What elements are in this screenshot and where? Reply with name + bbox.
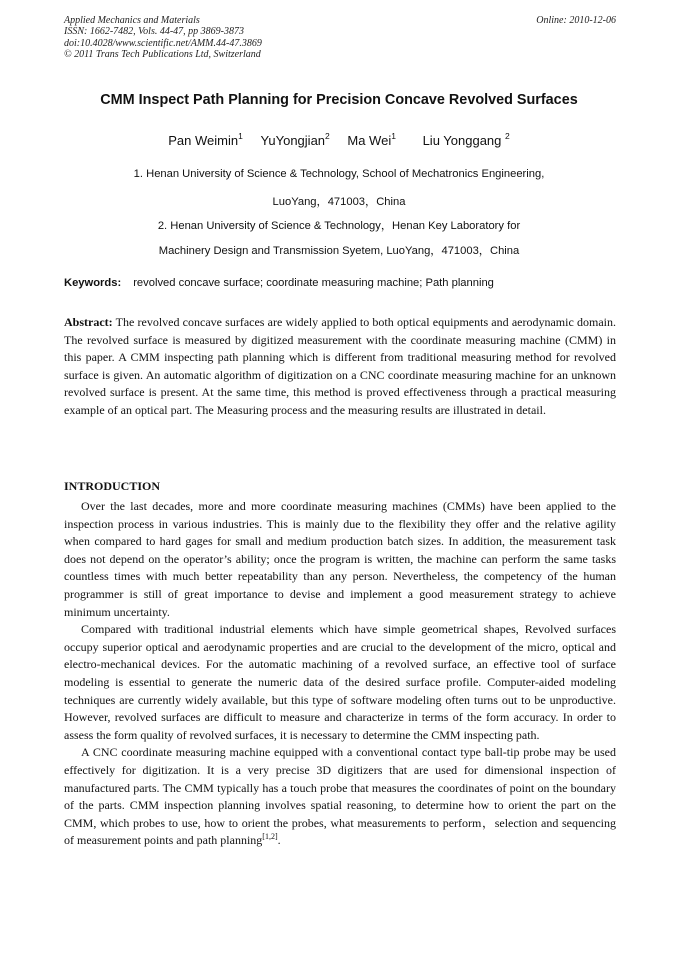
author: Pan Weimin$^1$ bbox=[168, 131, 243, 148]
abstract-text: The revolved concave surfaces are widely applied to both optical equipments and aerodynamic domain. The revolved surface is measured by digitized measurement with the coordinate measuring machine (CMM) in this paper. A CMM inspecting path planning which is different from traditional measuring method for revolved surface is given. An automatic algorithm of digitization on a CNC coordinate measuring machine for an unknown revolved surface is present. At the same time, this method is proved effectiveness through a practical measuring example of an optical part. The Measuring process and the measuring results are illustrated in detail. bbox=[64, 315, 616, 417]
keywords bbox=[64, 277, 494, 289]
author: Liu Yonggang $^2$ bbox=[422, 131, 510, 148]
affiliation-line: LuoYang，471003，China bbox=[272, 196, 406, 208]
doi-line: doi:10.4028/www.scientific.net/AMM.44-47.3869 bbox=[64, 37, 262, 49]
issn-line: ISSN: 1662-7482, Vols. 44-47, pp 3869-3873 bbox=[64, 26, 244, 38]
author: YuYongjian$^2$ bbox=[260, 131, 330, 148]
affiliation-line: Machinery Design and Transmission Syetem, LuoYang，471003，China bbox=[158, 245, 520, 257]
citation-ref: [1,2] bbox=[262, 832, 278, 842]
affiliation-line: 2. Henan University of Science & Technology，Henan Key Laboratory for bbox=[157, 220, 521, 232]
author-list bbox=[0, 131, 678, 148]
paragraph: A CNC coordinate measuring machine equipped with a conventional contact type ball-tip probe may be used effectively for digitization. It is a very precise 3D digitizers that are used for dimensional inspection of manufactured parts. The CMM typically has a touch probe that measures the coordinates of point on the boundary of the parts. CMM inspection planning involves spatial reasoning, to determine how to orient the part on the CMM, which probes to use, how to orient the probes, what measurements to perform，selection and sequencing of measurement points and path planning[1,2]. bbox=[64, 745, 616, 848]
affiliation-line: 1. Henan University of Science & Technology, School of Mechatronics Engineering, bbox=[133, 168, 545, 180]
section-heading: INTRODUCTION bbox=[64, 479, 161, 493]
online-date: Online: 2010-12-06 bbox=[536, 15, 616, 26]
abstract bbox=[64, 314, 616, 420]
copyright-line: © 2011 Trans Tech Publications Ltd, Switzerland bbox=[64, 49, 261, 61]
paragraph: Over the last decades, more and more coordinate measuring machines (CMMs) have been applied to the inspection process in various industries. This is mainly due to the flexibility they offer and the relative agility when compared to hard gages for small and medium production batch sizes. In addition, the measurement task does not depend on the operator’s ability; once the program is written, the machine can perform the same tasks countless times with much better repeatability than any person. Nevertheless, the competency of the human programmer is still of great importance to devise and implement a good measurement strategy to achieve minimum uncertainty. bbox=[64, 499, 616, 619]
paper-title: CMM Inspect Path Planning for Precision Concave Revolved Surfaces bbox=[100, 92, 578, 108]
abstract-label: Abstract: bbox=[64, 315, 113, 329]
keywords-label: Keywords: bbox=[64, 277, 122, 289]
author: Ma Wei$^1$ bbox=[347, 131, 396, 148]
journal-header bbox=[64, 15, 616, 61]
introduction-body bbox=[64, 498, 616, 850]
keywords-text: revolved concave surface; coordinate measuring machine; Path planning bbox=[133, 277, 494, 289]
paragraph: Compared with traditional industrial elements which have simple geometrical shapes, Revolved surfaces occupy superior optical and aerodynamic properties and are crucial to the development of the micro, optical and electro-mechanical devices. For the automatic machining of a revolved surface, an effective tool of surface modeling is essential to generate the numeric data of the desired surface profile. Computer-aided modeling techniques are currently widely available, but this type of software modeling often turns out to be unproductive. However, revolved surfaces are difficult to measure and characterize in terms of the form accuracy. In order to assess the form quality of revolved surfaces, it is necessary to determine the CMM inspecting path. bbox=[64, 622, 616, 742]
journal-name: Applied Mechanics and Materials bbox=[64, 15, 200, 26]
